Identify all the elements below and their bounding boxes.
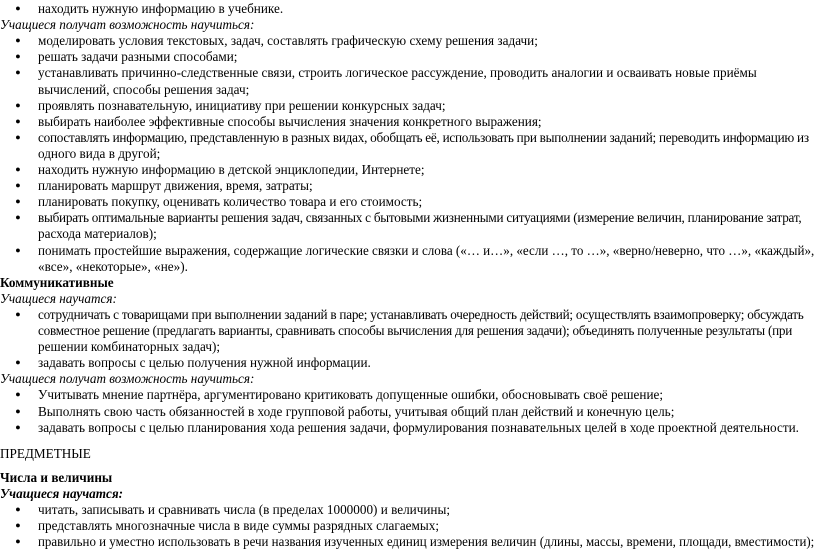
list-item-text: планировать маршрут движения, время, затраты; xyxy=(38,178,313,194)
bullet-icon: ● xyxy=(15,212,21,223)
subheading-will-learn: Учащиеся научатся: xyxy=(0,290,117,306)
bullet-icon: ● xyxy=(15,164,21,174)
list-item-text: находить нужную информацию в учебнике. xyxy=(38,1,284,16)
list-item-text: сопоставлять информацию, представленную в разных видах, обобщать её, использовать при выполнении заданий; переводить информацию из xyxy=(38,129,809,145)
bullet-icon: ● xyxy=(15,51,21,62)
list-item-text: правильно и уместно использовать в речи названия изученных единиц измерения величин (длины, массы, времени, площади, вместимости); xyxy=(38,534,815,550)
subheading-can-learn: Учащиеся получат возможность научиться: xyxy=(0,17,255,33)
bullet-icon: ● xyxy=(15,357,21,368)
list-item-text: находить нужную информацию в детской энциклопедии, Интернете; xyxy=(38,162,425,177)
bullet-icon: ● xyxy=(15,389,21,400)
list-item-text: одного вида в другой; xyxy=(38,145,161,161)
list-item-text: понимать простейшие выражения, содержащие логические связки и слова («… и…», «если …, то …», «верно/неверно, что …», «каждый», xyxy=(38,242,815,258)
list-item-text: представлять многозначные числа в виде суммы разрядных слагаемых; xyxy=(38,518,439,534)
bullet-icon: ● xyxy=(15,67,21,78)
subheading-will-learn: Учащиеся научатся: xyxy=(0,485,124,501)
list-item-text: моделировать условия текстовых, задач, составлять графическую схему решения задачи; xyxy=(38,33,538,49)
bullet-icon: ● xyxy=(15,99,21,110)
bullet-icon: ● xyxy=(15,196,21,207)
list-item-text: решать задачи разными способами; xyxy=(38,49,238,65)
list-item-text: задавать вопросы с целью планирования хода решения задачи, формулирования познавательных целей в ходе проектной деятельности. xyxy=(38,419,799,435)
list-item-text: выбирать наиболее эффективные способы вычисления значения конкретного выражения; xyxy=(38,113,542,129)
list-item-text: выбирать оптимальные варианты решения задач, связанных с бытовыми жизненными ситуациями (измерение величин, планирование затрат, xyxy=(38,210,802,226)
list-item-text: устанавливать причинно-следственные связи, строить логическое рассуждение, проводить аналогии и осваивать новые приёмы xyxy=(38,65,757,81)
bullet-icon: ● xyxy=(15,3,21,13)
heading-numbers-and-quantities: Числа и величины xyxy=(0,469,113,485)
bullet-icon: ● xyxy=(15,504,21,514)
list-item-text: задавать вопросы с целью получения нужной информации. xyxy=(38,355,371,371)
list-item-text: расхода материалов); xyxy=(38,226,157,242)
bullet-icon: ● xyxy=(15,421,21,432)
bullet-icon: ● xyxy=(15,520,21,531)
section-subject: ПРЕДМЕТНЫЕ xyxy=(0,445,91,461)
list-item-text: Выполнять свою часть обязанностей в ходе групповой работы, учитывая общий план действий и конечную цель; xyxy=(38,403,675,419)
list-item-text: сотрудничать с товарищами при выполнении заданий в паре; устанавливать очередность действий; осуществлять взаимопроверку; обсуждать xyxy=(38,306,804,322)
heading-communicative: Коммуникативные xyxy=(0,274,114,290)
bullet-icon: ● xyxy=(15,131,21,142)
list-item-text: решении комбинаторных задач); xyxy=(38,339,221,355)
list-item-text: планировать покупку, оценивать количество товара и его стоимость; xyxy=(38,194,423,210)
bullet-icon: ● xyxy=(15,536,21,547)
list-item-text: «все», «некоторые», «не»). xyxy=(38,258,188,274)
list-item-text: Учитывать мнение партнёра, аргументировано критиковать допущенные ошибки, обосновывать своё решение; xyxy=(38,387,664,403)
bullet-icon: ● xyxy=(15,308,21,319)
bullet-icon: ● xyxy=(15,35,21,46)
bullet-icon: ● xyxy=(15,115,21,126)
bullet-icon: ● xyxy=(15,405,21,416)
subheading-can-learn: Учащиеся получат возможность научиться: xyxy=(0,371,255,387)
list-item-text: проявлять познавательную, инициативу при решении конкурсных задач; xyxy=(38,97,446,113)
bullet-icon: ● xyxy=(15,180,21,191)
list-item-text: вычислений, способы решения задач; xyxy=(38,81,250,97)
bullet-icon: ● xyxy=(15,244,21,255)
list-item-text: совместное решение (предлагать варианты, сравнивать способы вычисления для решения задачи); объединять полученные результаты (при xyxy=(38,323,793,338)
list-item-text: читать, записывать и сравнивать числа (в пределах 1000000) и величины; xyxy=(38,502,451,517)
